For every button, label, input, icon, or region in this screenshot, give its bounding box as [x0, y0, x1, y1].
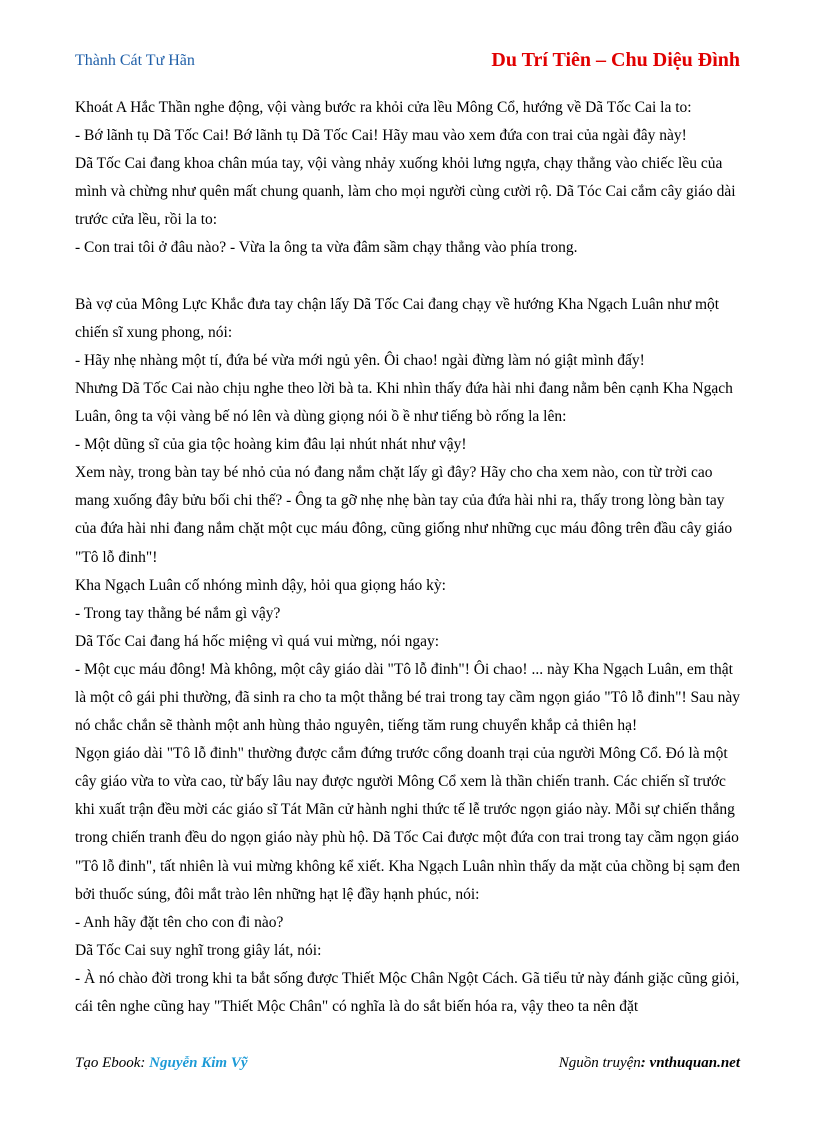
credit-name: Nguyễn Kim Vỹ: [149, 1055, 248, 1071]
paragraph: Ngọn giáo dài "Tô lỗ đinh" thường được cắm đứng trước cổng doanh trại của người Mông Cổ. Đó là một cây giáo vừa to vừa cao, từ bấy lâu nay được người Mông Cổ xem là thần chiến tranh. Các chiến sĩ trước khi xuất trận đều mời các giáo sĩ Tát Mãn cử hành nghi thức tế lễ trước ngọn giáo này. Mỗi sự chiến thắng trong chiến tranh đều do ngọn giáo này phù hộ. Dã Tốc Cai được một đứa con trai trong tay cầm ngọn giáo "Tô lỗ đinh", tất nhiên là vui mừng không kể xiết. Kha Ngạch Luân nhìn thấy da mặt của chồng bị sạm đen bởi thuốc súng, đôi mắt trào lên những hạt lệ đầy hạnh phúc, nói:: [75, 745, 741, 903]
book-authors: Du Trí Tiên – Chu Diệu Đình: [491, 49, 740, 71]
paragraph: - Hãy nhẹ nhàng một tí, đứa bé vừa mới ngủ yên. Ôi chao! ngài đừng làm nó giật mình đấy!: [75, 351, 645, 369]
paragraph: Dã Tốc Cai đang khoa chân múa tay, vội vàng nhảy xuống khỏi lưng ngựa, chạy thẳng vào chiếc lều của mình và chừng như quên mất chung quanh, làm cho mọi người cùng cười rộ. Dã Tóc Cai cắm cây giáo dài trước cửa lều, rồi la to:: [75, 155, 736, 229]
paragraph: Bà vợ của Mông Lực Khắc đưa tay chận lấy Dã Tốc Cai đang chạy về hướng Kha Ngạch Luân như một chiến sĩ xung phong, nói:: [75, 295, 720, 341]
source-label: Nguồn truyện: [558, 1055, 641, 1071]
source-separator: :: [640, 1055, 650, 1071]
source-site: vnthuquan.net: [649, 1055, 740, 1071]
story-source: [559, 1055, 740, 1072]
book-title: Thành Cát Tư Hãn: [75, 52, 195, 69]
paragraph: - Một cục máu đông! Mà không, một cây giáo dài "Tô lỗ đinh"! Ôi chao! ... này Kha Ngạch Luân, em thật là một cô gái phi thường, đã sinh ra cho ta một thằng bé trai trong tay cầm ngọn giáo "Tô lỗ đinh"! Sau này nó chắc chắn sẽ thành một anh hùng thảo nguyên, tiếng tăm rung chuyển khắp cả thiên hạ!: [75, 660, 741, 735]
paragraph: - Anh hãy đặt tên cho con đi nào?: [75, 913, 284, 931]
paragraph: Khoát A Hắc Thần nghe động, vội vàng bước ra khỏi cửa lều Mông Cổ, hướng về Dã Tốc Cai la to:: [75, 99, 692, 116]
paragraph: Dã Tốc Cai đang há hốc miệng vì quá vui mừng, nói ngay:: [75, 632, 440, 650]
credit-separator: :: [140, 1055, 150, 1071]
paragraph: - À nó chào đời trong khi ta bắt sống được Thiết Mộc Chân Ngột Cách. Gã tiểu tử này đánh giặc cũng giỏi, cái tên nghe cũng hay "Thiết Mộc Chân" có nghĩa là do sắt biến hóa ra, vậy theo ta nên đặt: [75, 969, 740, 1015]
paragraph: - Trong tay thằng bé nắm gì vậy?: [75, 604, 281, 622]
paragraph: - Con trai tôi ở đâu nào? - Vừa la ông ta vừa đâm sầm chạy thẳng vào phía trong.: [75, 239, 578, 257]
ebook-credit: [75, 1055, 248, 1072]
paragraph: Dã Tốc Cai suy nghĩ trong giây lát, nói:: [75, 941, 322, 959]
paragraph: Kha Ngạch Luân cố nhóng mình dậy, hỏi qua giọng háo kỳ:: [75, 576, 446, 594]
paragraph: - Bớ lãnh tụ Dã Tốc Cai! Bớ lãnh tụ Dã Tốc Cai! Hãy mau vào xem đứa con trai của ngài đây này!: [75, 127, 687, 145]
paragraph: Nhưng Dã Tốc Cai nào chịu nghe theo lời bà ta. Khi nhìn thấy đứa hài nhi đang nằm bên cạnh Kha Ngạch Luân, ông ta vội vàng bế nó lên và dùng giọng nói ồ ề như tiếng bò rống la lên:: [75, 379, 733, 426]
paragraph: Xem này, trong bàn tay bé nhỏ của nó đang nắm chặt lấy gì đây? Hãy cho cha xem nào, con từ trời cao mang xuống đây bửu bối chi thế? - Ông ta gỡ nhẹ nhẹ bàn tay của đứa hài nhi ra, thấy trong lòng bàn tay của đứa hài nhi đang nắm chặt một cục máu đông, cũng giống như những cục máu đông trên đầu cây giáo "Tô lỗ đinh"!: [75, 464, 733, 566]
page-body: [75, 94, 745, 1021]
credit-label: Tạo Ebook: [75, 1055, 141, 1071]
paragraph: - Một dũng sĩ của gia tộc hoàng kim đâu lại nhút nhát như vậy!: [75, 436, 467, 454]
